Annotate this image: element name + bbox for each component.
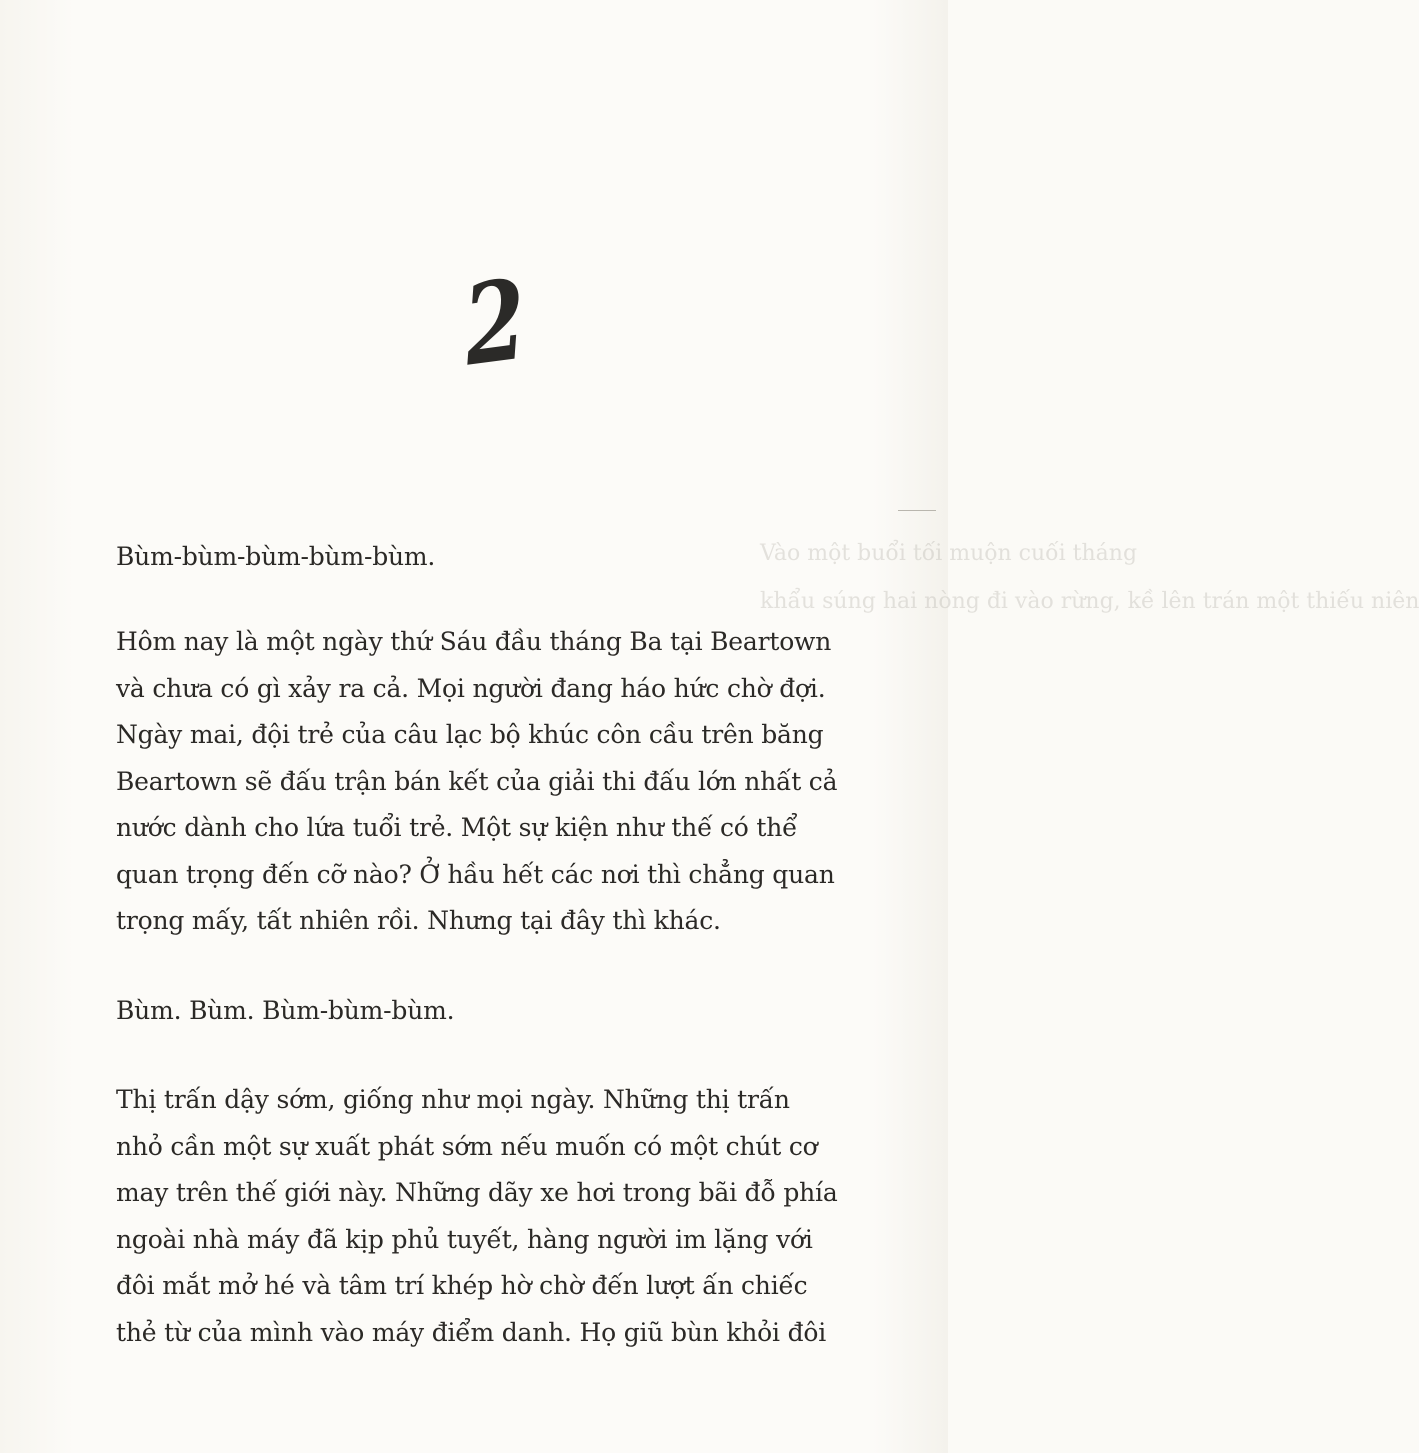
text-line: Hôm nay là một ngày thứ Sáu đầu tháng Ba tại Beartown [116, 627, 832, 656]
text-line: nước dành cho lứa tuổi trẻ. Một sự kiện như thế có thể [116, 813, 798, 842]
show-through-line: khẩu súng hai nòng đi vào rừng, kề lên trán một thiếu niên [760, 589, 1419, 614]
text-line: Bùm. Bùm. Bùm-bùm-bùm. [116, 996, 455, 1025]
page-edge-mark [898, 510, 936, 511]
text-line: Beartown sẽ đấu trận bán kết của giải thi đấu lớn nhất cả [116, 766, 838, 796]
show-through-line: Vào một buổi tối muộn cuối tháng [760, 541, 1138, 566]
text-line: đôi mắt mở hé và tâm trí khép hờ chờ đến lượt ấn chiếc [116, 1271, 808, 1300]
text-line: Thị trấn dậy sớm, giống như mọi ngày. Những thị trấn [116, 1085, 790, 1114]
chapter-number: 2 [459, 254, 531, 391]
paragraph-beartown-friday [116, 619, 886, 945]
text-line: Ngày mai, đội trẻ của câu lạc bộ khúc côn cầu trên băng [116, 720, 824, 749]
text-line: ngoài nhà máy đã kịp phủ tuyết, hàng người im lặng với [116, 1224, 813, 1254]
text-line: quan trọng đến cỡ nào? Ở hầu hết các nơi thì chẳng quan [116, 859, 835, 889]
paragraph-sound-2 [116, 988, 886, 1035]
text-line: trọng mấy, tất nhiên rồi. Nhưng tại đây thì khác. [116, 906, 721, 935]
text-line: và chưa có gì xảy ra cả. Mọi người đang háo hức chờ đợi. [116, 673, 826, 703]
paragraph-sound-1 [116, 534, 886, 581]
text-line: may trên thế giới này. Những dãy xe hơi trong bãi đỗ phía [116, 1178, 838, 1207]
text-line: thẻ từ của mình vào máy điểm danh. Họ giũ bùn khỏi đôi [116, 1317, 827, 1347]
paragraph-town-wakes [116, 1077, 886, 1356]
text-line: Bùm-bùm-bùm-bùm-bùm. [116, 542, 436, 571]
text-line: nhỏ cần một sự xuất phát sớm nếu muốn có một chút cơ [116, 1131, 818, 1161]
